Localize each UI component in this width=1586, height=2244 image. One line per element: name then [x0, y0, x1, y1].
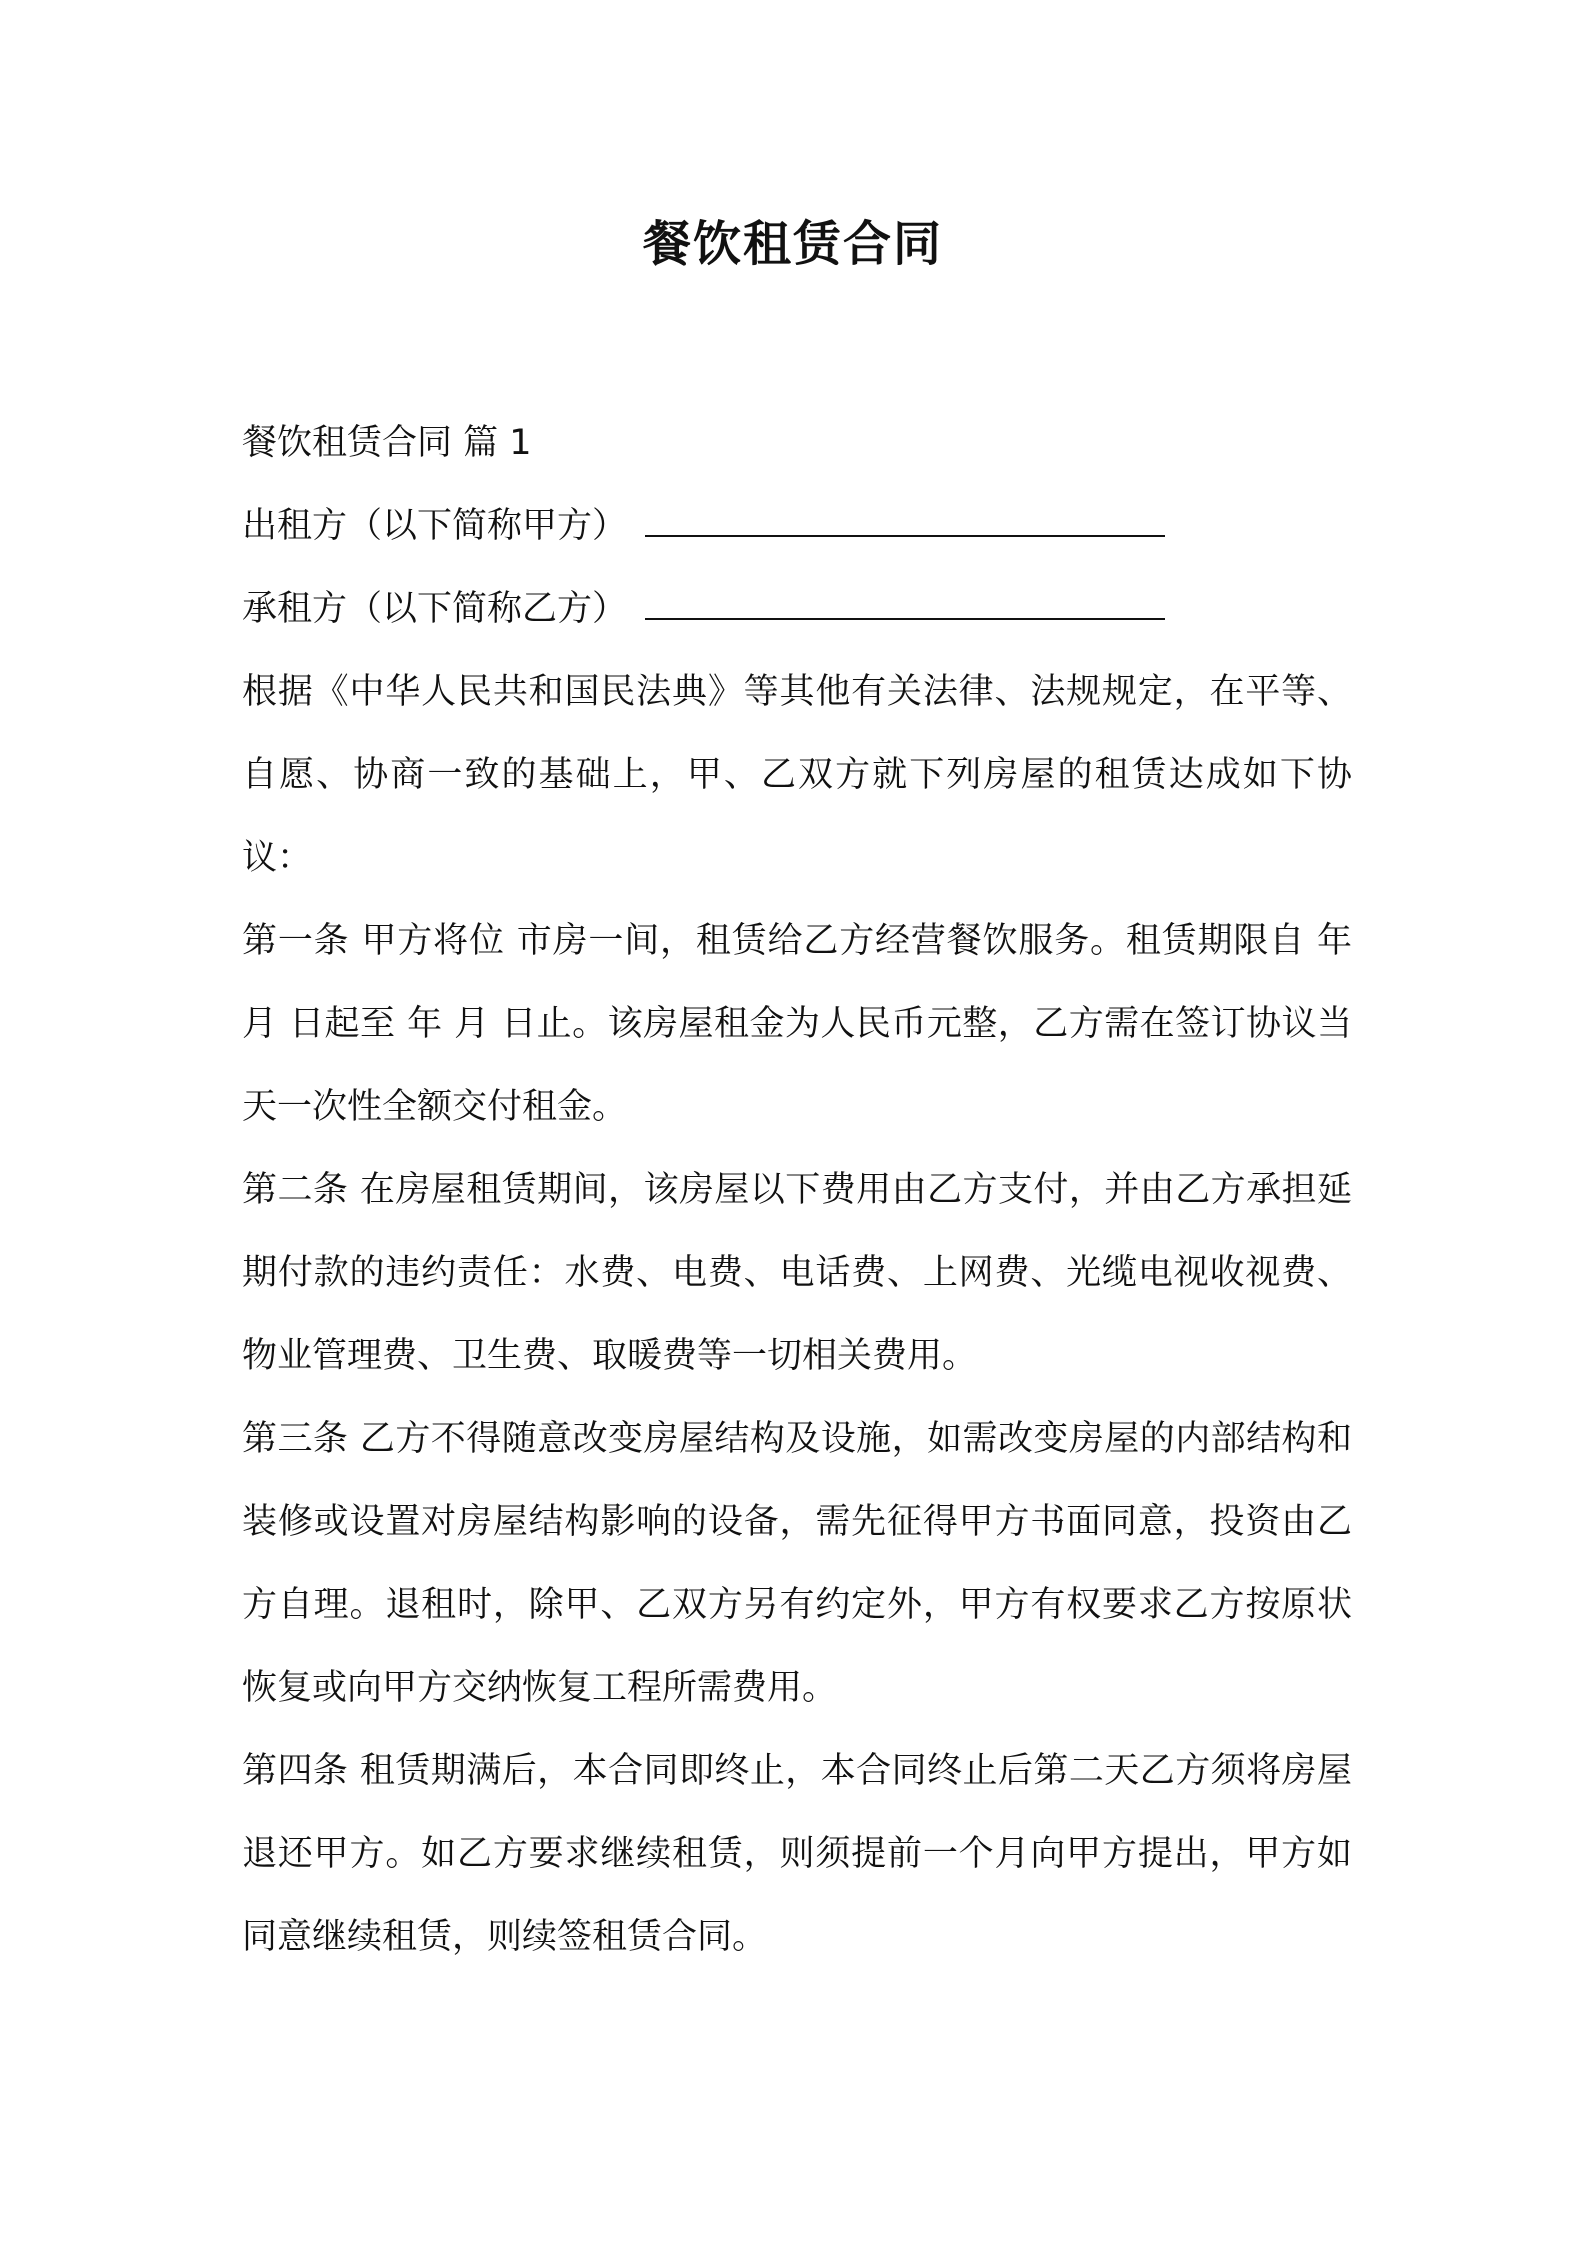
document-body	[242, 402, 1352, 1979]
lessor-label: 出租方（以下简称甲方）	[242, 506, 628, 546]
lessor-line	[242, 485, 1352, 568]
article-2: 第二条 在房屋租赁期间，该房屋以下费用由乙方支付，并由乙方承担延期付款的违约责任：水费、电费、电话费、上网费、光缆电视收视费、物业管理费、卫生费、取暖费等一切相关费用。	[242, 1170, 1352, 1376]
document-title: 餐饮租赁合同	[642, 216, 943, 272]
lessee-line	[242, 568, 1352, 651]
lessor-blank-line	[645, 507, 1165, 537]
lessee-blank-line	[645, 590, 1165, 620]
article-3: 第三条 乙方不得随意改变房屋结构及设施，如需改变房屋的内部结构和装修或设置对房屋结构影响的设备，需先征得甲方书面同意，投资由乙方自理。退租时，除甲、乙双方另有约定外，甲方有权要求乙方按原状恢复或向甲方交纳恢复工程所需费用。	[242, 1419, 1352, 1708]
article-1: 第一条 甲方将位 市房一间，租赁给乙方经营餐饮服务。租赁期限自 年 月 日起至 年 月 日止。该房屋租金为人民币元整，乙方需在签订协议当天一次性全额交付租金。	[242, 921, 1352, 1127]
section-heading: 餐饮租赁合同 篇 1	[242, 423, 532, 463]
article-4: 第四条 租赁期满后，本合同即终止，本合同终止后第二天乙方须将房屋退还甲方。如乙方要求继续租赁，则须提前一个月向甲方提出，甲方如同意继续租赁，则续签租赁合同。	[242, 1751, 1352, 1957]
lessee-label: 承租方（以下简称乙方）	[242, 589, 628, 629]
preamble-paragraph: 根据《中华人民共和国民法典》等其他有关法律、法规规定，在平等、自愿、协商一致的基础上，甲、乙双方就下列房屋的租赁达成如下协议：	[242, 672, 1352, 878]
